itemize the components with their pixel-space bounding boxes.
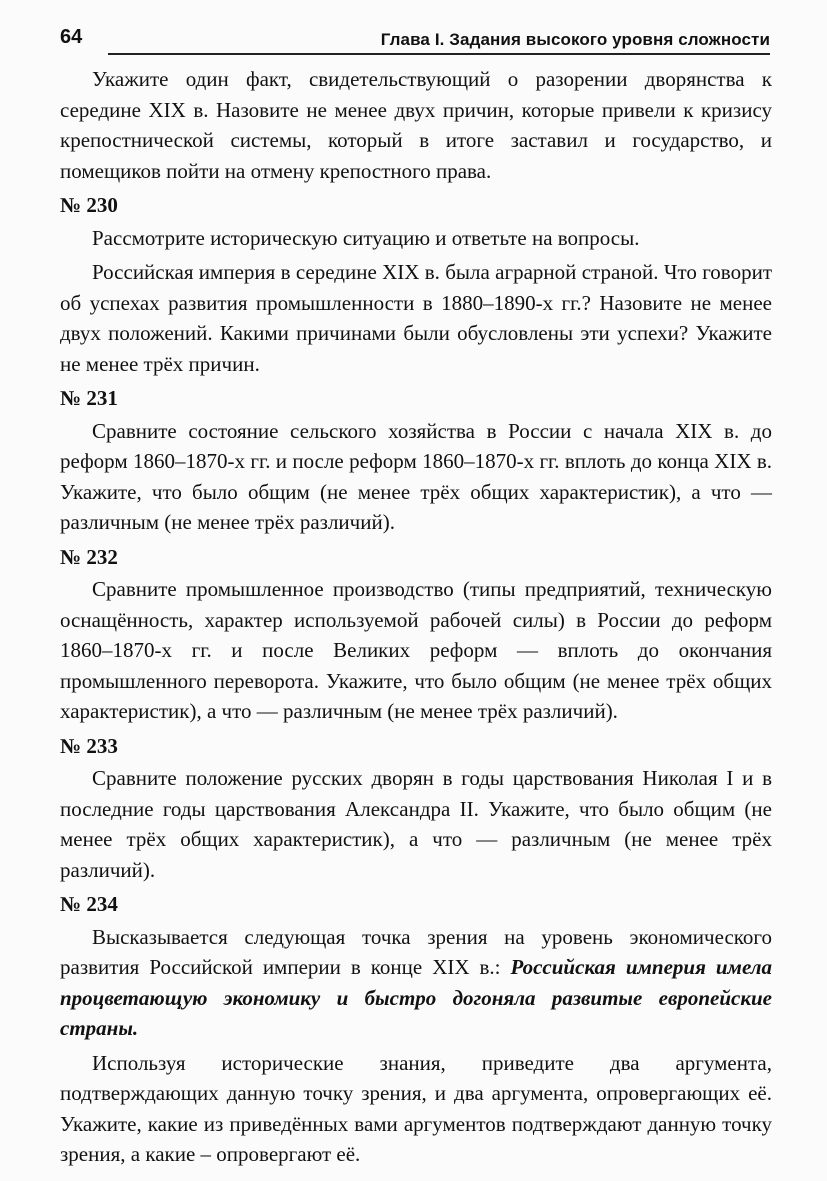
task-number: № 234 — [60, 892, 118, 916]
task-paragraph: Сравните состояние сельского хозяйства в России с начала XIX в. до реформ 1860–1870-х гг. и после реформ 1860–1870-х гг. вплоть до конца XIX в. Укажите, что было общим (не менее трёх общих характеристик), а что — различным (не менее трёх различий). — [60, 418, 772, 534]
page-content — [60, 64, 772, 1174]
header-rule — [108, 53, 770, 55]
task-233 — [60, 731, 772, 886]
task-230 — [60, 190, 772, 379]
task-number: № 230 — [60, 193, 118, 217]
task-paragraph: Сравните промышленное производство (типы предприятий, техническую оснащённость, характер используемой рабочей силы) в России до реформ 1860–1870-х гг. и после Великих реформ — вплоть до окончания промышленного переворота. Укажите, что было общим (не менее трёх общих характеристик), а что — различным (не менее трёх различий). — [60, 577, 772, 723]
task-234 — [60, 889, 772, 1170]
chapter-title: Глава I. Задания высокого уровня сложности — [380, 30, 770, 49]
running-header — [60, 22, 770, 56]
task-paragraph: Российская империя в середине XIX в. была аграрной страной. Что говорит об успехах развития промышленности в 1880–1890-х гг.? Назовите не менее двух положений. Какими причинами были обусловлены эти успехи? Укажите не менее трёх причин. — [60, 260, 772, 376]
task-number: № 232 — [60, 544, 118, 569]
task-intro-text: Высказывается следующая точка зрения на уровень экономического развития Российской империи в конце XIX в.: — [60, 924, 772, 979]
intro-paragraph: Укажите один факт, свидетельствующий о разорении дворянства к середине XIX в. Назовите не менее двух причин, которые привели к кризису крепостнической системы, который в итоге заставил и государство, и помещиков пойти на отмену крепостного права. — [60, 67, 772, 183]
task-paragraph: Рассмотрите историческую ситуацию и ответьте на вопросы. — [92, 225, 640, 250]
task-paragraph-with-quote — [60, 922, 772, 1044]
task-231 — [60, 383, 772, 538]
task-number: № 231 — [60, 386, 118, 410]
task-number: № 233 — [60, 733, 118, 758]
page-number: 64 — [60, 26, 83, 48]
task-paragraph: Используя исторические знания, приведите два аргумента, подтверждающих данную точку зрения, и два аргумента, опровергающих её. Укажите, какие из приведённых вами аргументов подтверждают данную точку зрения, а какие – опровергают её. — [60, 1050, 772, 1166]
task-232 — [60, 542, 772, 727]
task-paragraph: Сравните положение русских дворян в годы царствования Николая I и в последние годы царствования Александра II. Укажите, что было общим (не менее трёх общих характеристик), а что — различным (не менее трёх различий). — [60, 766, 772, 882]
quoted-viewpoint: Российская империя имела процветающую экономику и быстро догоняла развитые европейские страны. — [60, 955, 773, 1040]
